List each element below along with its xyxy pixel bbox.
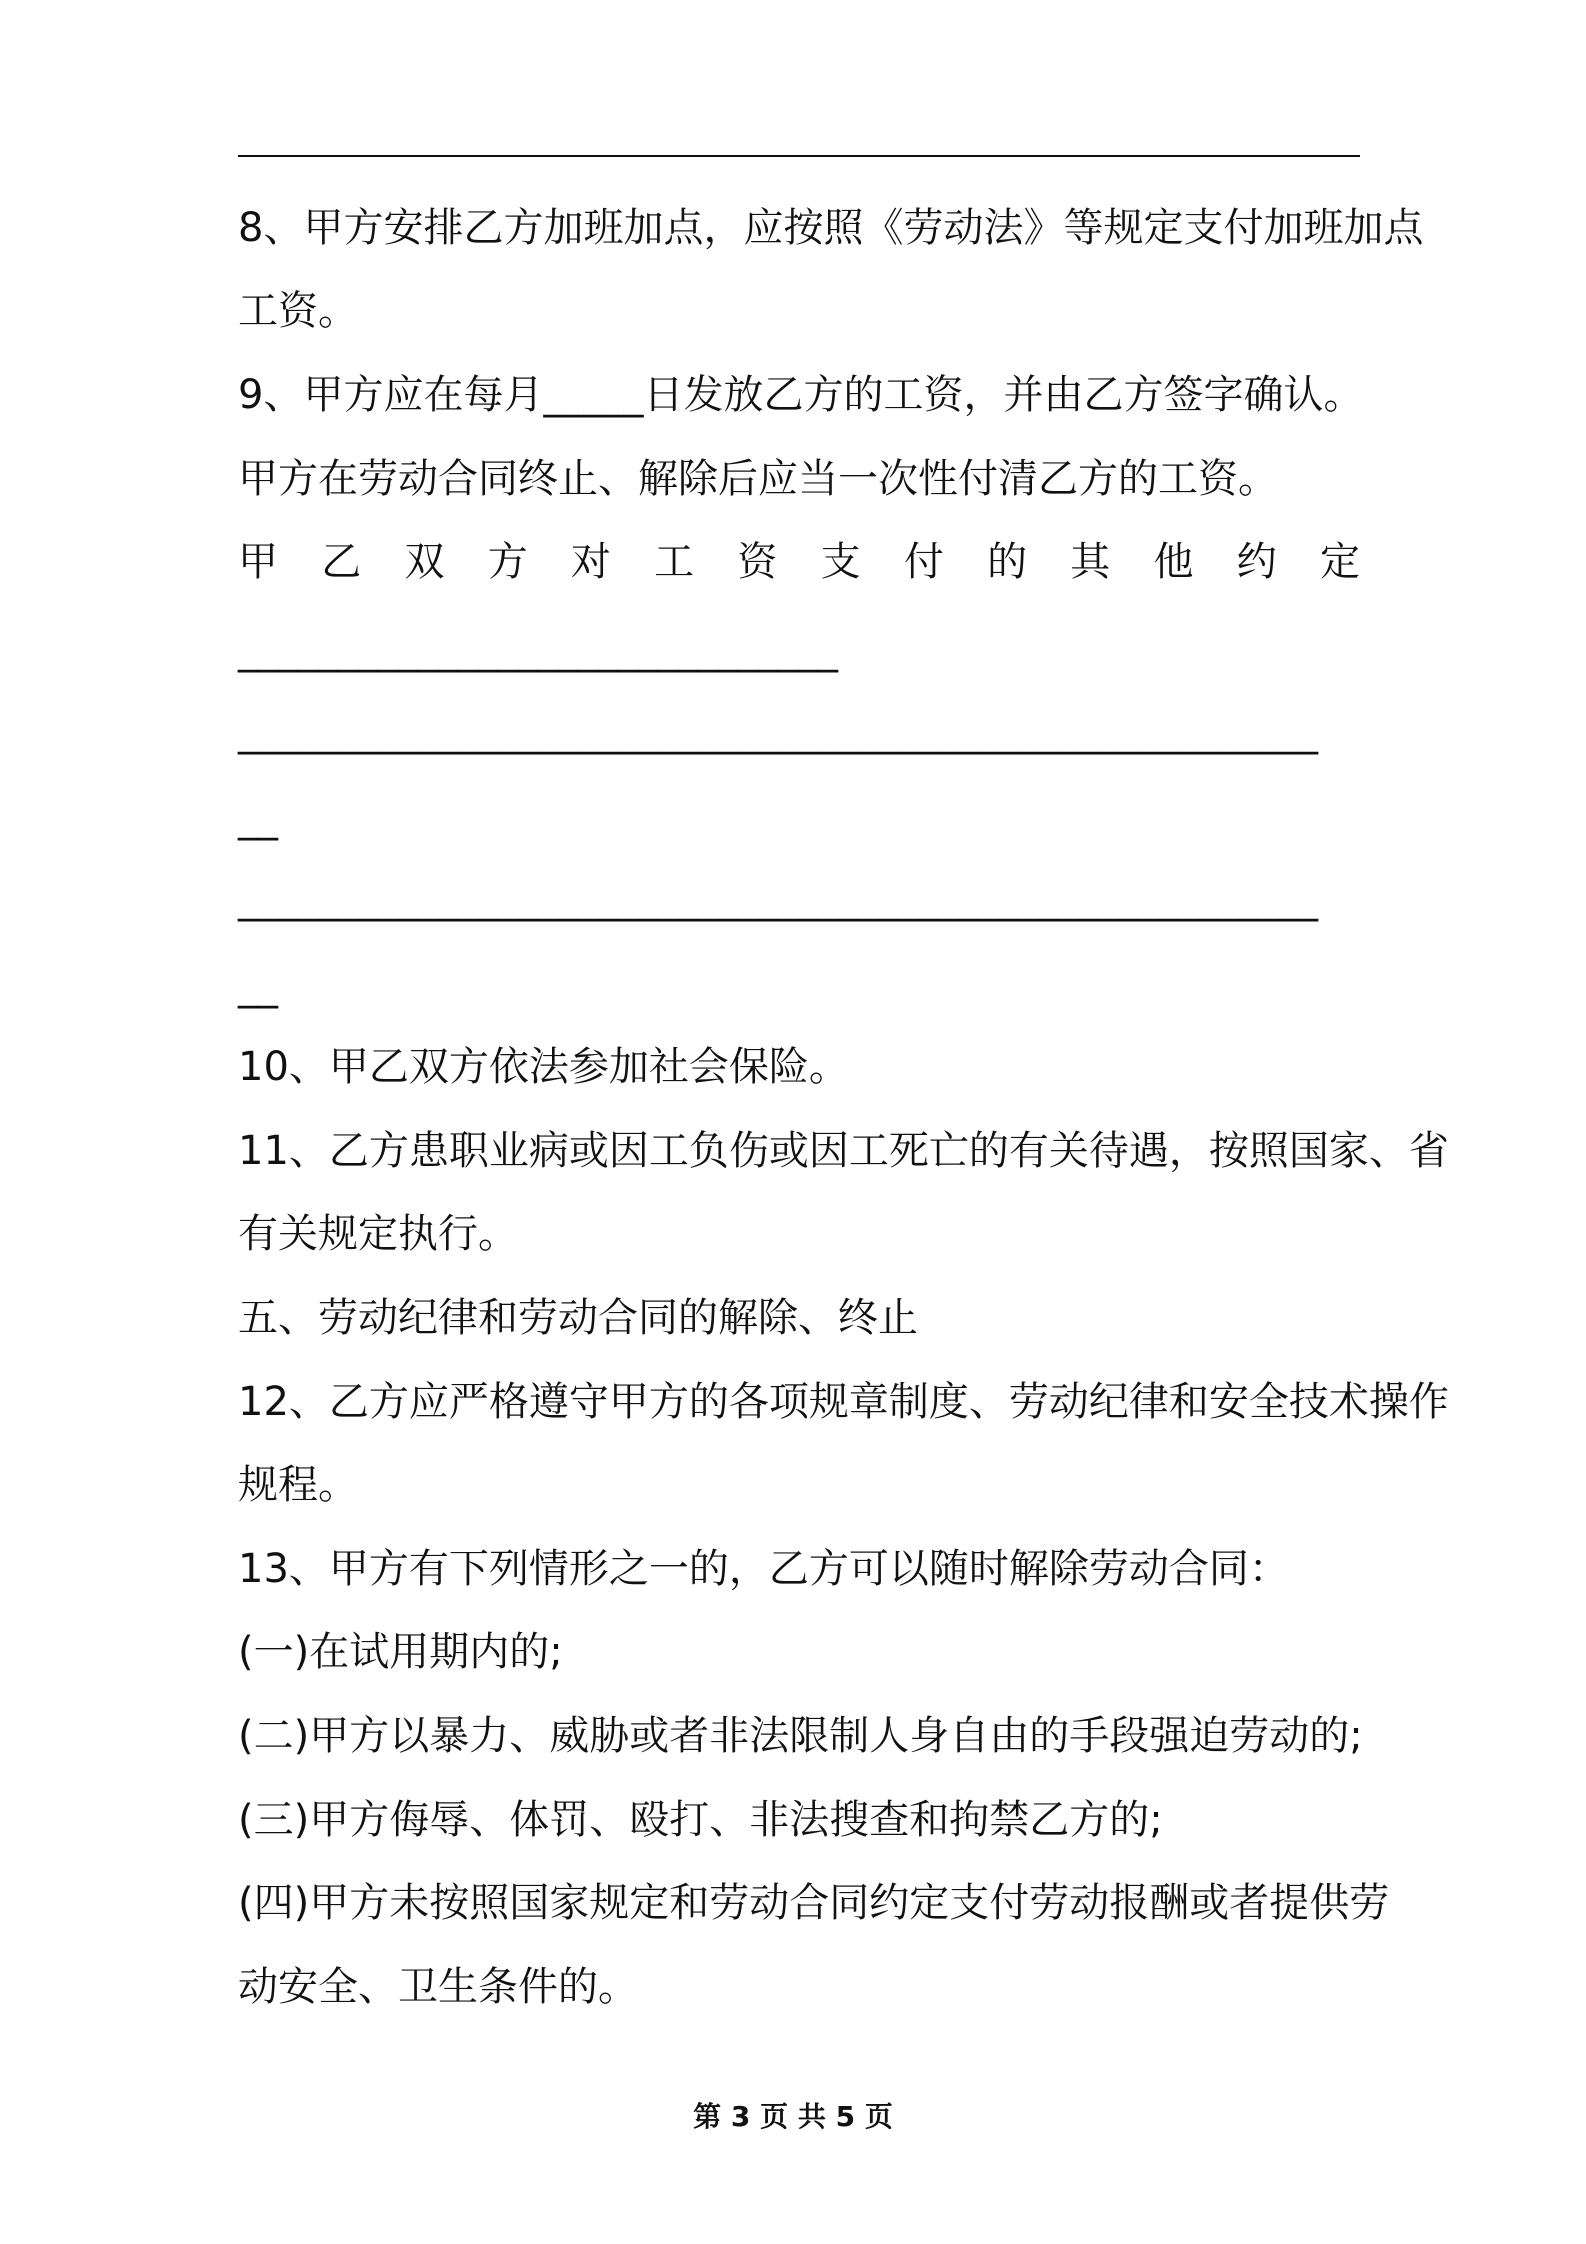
clause-8-line-2: 工资。 <box>238 288 358 334</box>
blank-line-2: ______________________________________________________ <box>238 709 1318 755</box>
clause-12-line-1: 12、乙方应严格遵守甲方的各项规章制度、劳动纪律和安全技术操作 <box>238 1379 1449 1425</box>
blank-line-3-tail: __ <box>238 963 278 1009</box>
clause-11-line-2: 有关规定执行。 <box>238 1211 518 1257</box>
clause-13-item-1: (一)在试用期内的; <box>238 1629 563 1675</box>
blank-line-1: ______________________________ <box>238 627 838 673</box>
clause-13-item-3: (三)甲方侮辱、体罚、殴打、非法搜查和拘禁乙方的; <box>238 1797 1163 1843</box>
blank-line-2-tail: __ <box>238 795 278 841</box>
clause-13-item-2: (二)甲方以暴力、威胁或者非法限制人身自由的手段强迫劳动的; <box>238 1713 1363 1759</box>
other-agreement-label: 甲 乙 双 方 对 工 资 支 付 的 其 他 约 定 <box>238 539 1360 585</box>
clause-11-line-1: 11、乙方患职业病或因工负伤或因工死亡的有关待遇，按照国家、省 <box>238 1128 1449 1174</box>
clause-13-item-4-line-1: (四)甲方未按照国家规定和劳动合同约定支付劳动报酬或者提供劳 <box>238 1880 1390 1926</box>
page-number: 第 3 页 共 5 页 <box>693 2100 893 2133</box>
clause-9-line-1: 9、甲方应在每月_____日发放乙方的工资，并由乙方签字确认。 <box>238 372 1364 418</box>
clause-9-line-2: 甲方在劳动合同终止、解除后应当一次性付清乙方的工资。 <box>238 456 1278 502</box>
clause-13-item-4-line-2: 动安全、卫生条件的。 <box>238 1964 638 2010</box>
clause-12-line-2: 规程。 <box>238 1462 358 1508</box>
blank-line-3: ______________________________________________________ <box>238 876 1318 922</box>
clause-8-line-1: 8、甲方安排乙方加班加点，应按照《劳动法》等规定支付加班加点 <box>238 205 1424 251</box>
clause-10: 10、甲乙双方依法参加社会保险。 <box>238 1044 849 1090</box>
clause-13: 13、甲方有下列情形之一的，乙方可以随时解除劳动合同： <box>238 1546 1289 1592</box>
section-5-heading: 五、劳动纪律和劳动合同的解除、终止 <box>238 1295 918 1341</box>
header-rule <box>238 155 1360 157</box>
